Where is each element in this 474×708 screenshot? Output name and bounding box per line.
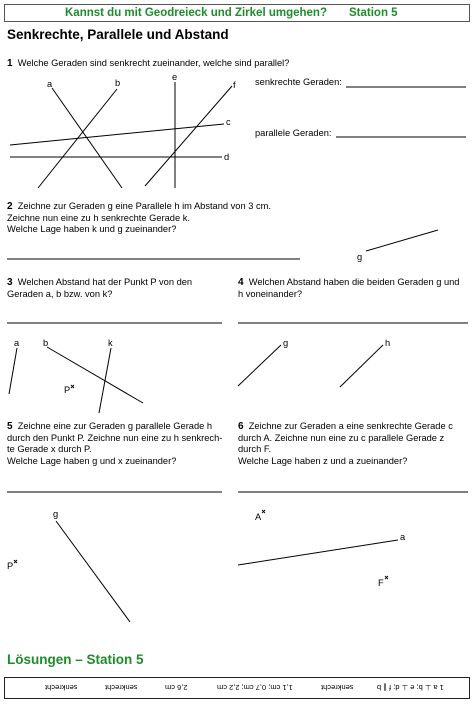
label-a-line-task-6: a <box>400 532 406 542</box>
label-b: b <box>115 78 121 88</box>
label-k-task-3: k <box>108 338 113 348</box>
solution-2: senkrecht <box>321 683 354 692</box>
point-p-task-3 <box>71 385 74 388</box>
task-4-text: 4 Welchen Abstand haben die beiden Geraden g und h voneinander? <box>238 277 460 299</box>
solution-5: senkrecht <box>105 683 138 692</box>
line-a-task-3 <box>9 348 17 394</box>
label-a-task-3: a <box>14 338 20 348</box>
label-a: a <box>47 79 53 89</box>
label-c: c <box>226 117 231 127</box>
task-2-text: 2 Zeichne zur Geraden g eine Parallele h im Abstand von 3 cm. Zeichne nun eine zu h senkrechte Gerade k. Welche Lage haben k und g zueinander? <box>7 201 271 234</box>
line-g-task-5 <box>56 521 130 622</box>
label-b-task-3: b <box>43 338 49 348</box>
solution-6: senkrecht <box>45 683 78 692</box>
line-k-task-3 <box>99 348 111 413</box>
solution-1: 1 a ⊥ b; e ⊥ d; f ∥ b <box>377 683 444 692</box>
label-g-task-2: g <box>357 252 363 262</box>
solution-3: 1,1 cm; 0,7 cm; 2,2 cm <box>217 683 293 692</box>
point-a-task-6 <box>262 510 265 513</box>
header-title: Kannst du mit Geodreieck und Zirkel umgehen? <box>65 7 327 19</box>
page-title: Senkrechte, Parallele und Abstand <box>7 27 229 42</box>
label-f-task-6: F <box>378 578 384 588</box>
task-1-text: 1 Welche Geraden sind senkrecht zueinander, welche sind parallel? <box>7 58 290 69</box>
label-p-task-3: P <box>64 385 71 395</box>
line-a-task-6 <box>238 540 398 565</box>
line-g-task-4 <box>238 345 281 386</box>
line-a <box>52 88 122 188</box>
header-station: Station 5 <box>349 7 398 19</box>
point-f-task-6 <box>385 576 388 579</box>
label-e: e <box>172 72 178 82</box>
solutions-title: Lösungen – Station 5 <box>7 652 144 667</box>
line-h-task-4 <box>340 345 383 387</box>
line-g-task-2 <box>366 230 438 251</box>
parallel-label: parallele Geraden: <box>255 128 332 138</box>
label-a-point-task-6: A <box>255 512 262 522</box>
line-c <box>10 124 224 145</box>
solutions-box <box>4 677 470 699</box>
task-5-text: 5 Zeichne eine zur Geraden g parallele Gerade h durch den Punkt P. Zeichne nun eine zu h senkrech- te Gerade x durch P. Welche Lage haben g und x zueinander? <box>7 421 223 466</box>
label-f: f <box>233 80 236 90</box>
senkrecht-label: senkrechte Geraden: <box>255 77 342 87</box>
solution-4: 2,6 cm <box>165 683 188 692</box>
label-h-task-4: h <box>385 338 391 348</box>
line-b-task-3 <box>47 347 143 403</box>
task-3-text: 3 Welchen Abstand hat der Punkt P von den Geraden a, b bzw. von k? <box>7 277 193 299</box>
label-p-task-5: P <box>7 561 14 571</box>
label-g-task-4: g <box>283 338 289 348</box>
line-f <box>145 86 232 186</box>
label-g-task-5: g <box>53 509 59 519</box>
task-6-text: 6 Zeichne zur Geraden a eine senkrechte Gerade c durch A. Zeichne nun eine zu c parallele Gerade z durch F. Welche Lage haben z und a zueinander? <box>238 421 453 466</box>
point-p-task-5 <box>14 560 17 563</box>
label-d: d <box>224 152 230 162</box>
